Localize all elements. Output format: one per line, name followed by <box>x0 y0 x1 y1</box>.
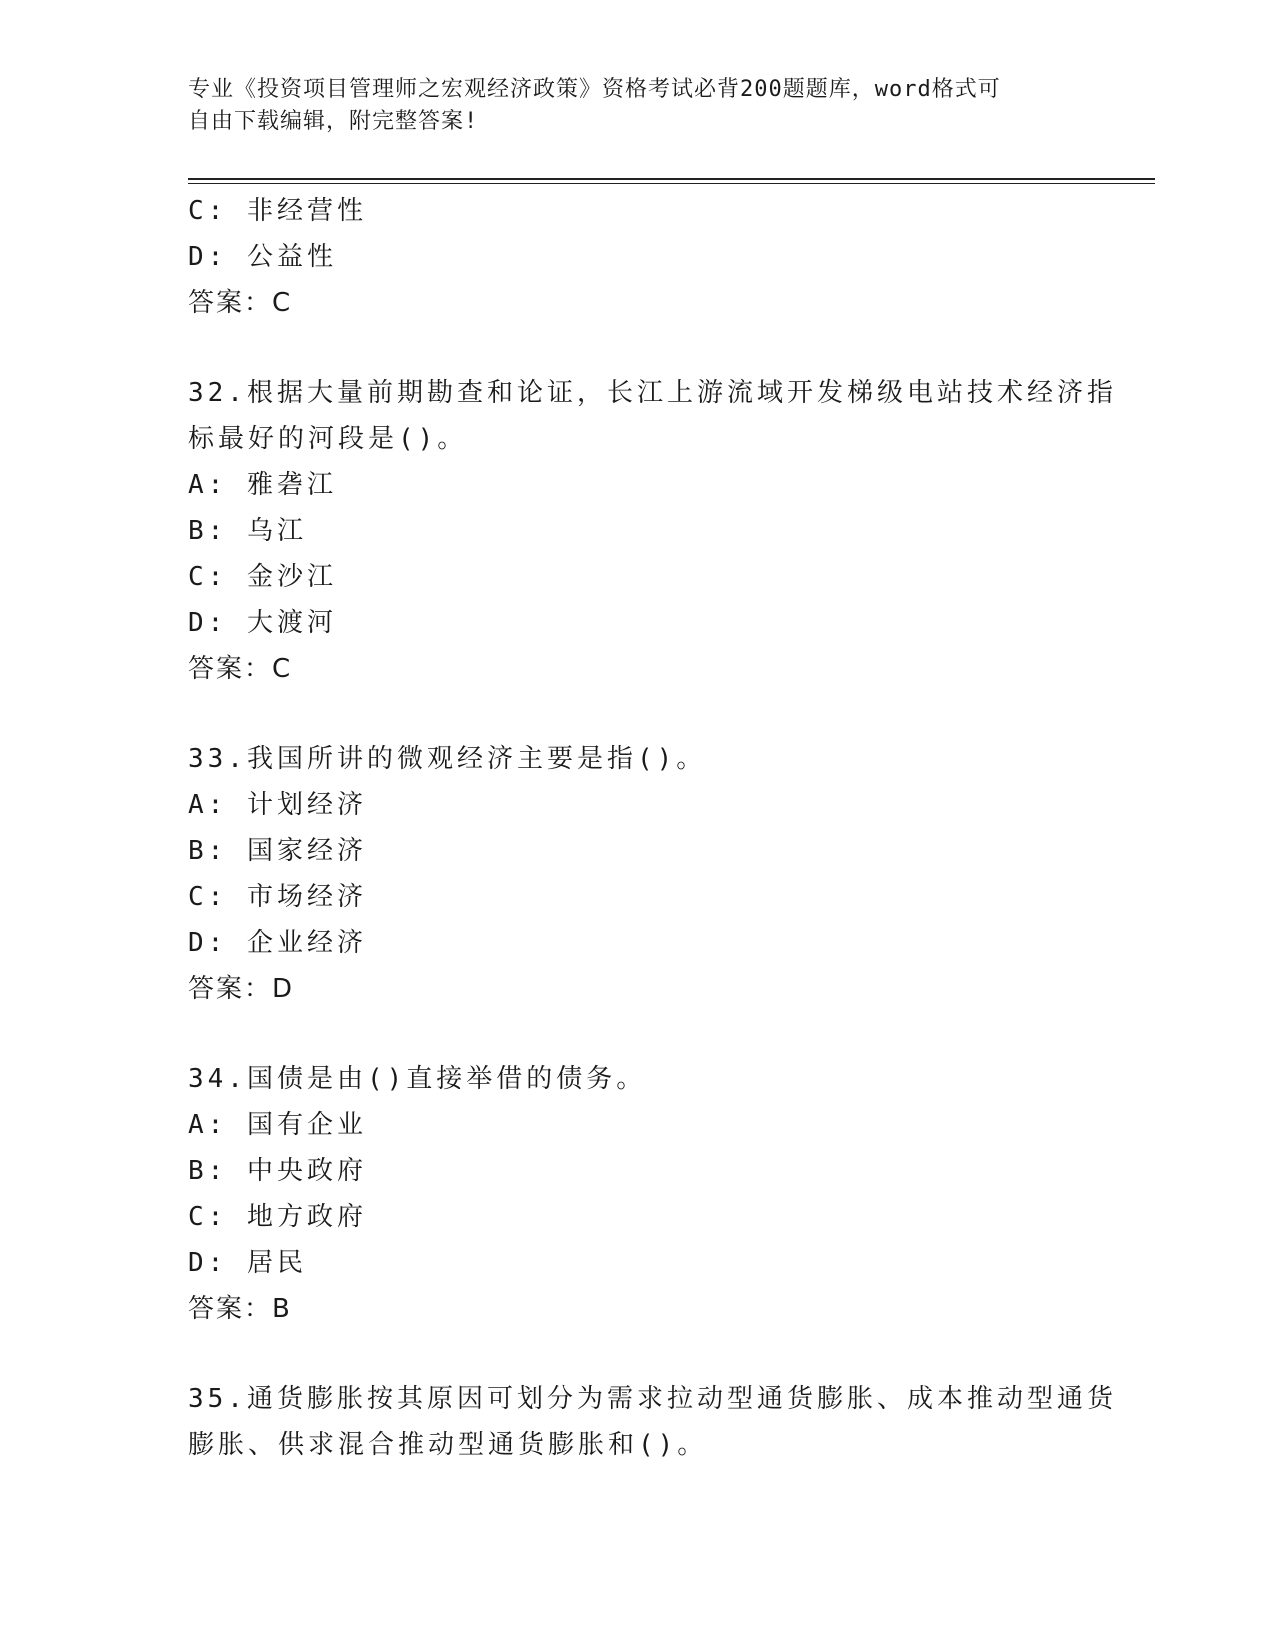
spacer <box>188 326 1088 370</box>
answer-line: 答案：C <box>188 654 293 684</box>
question-stem-line-1: 33.我国所讲的微观经济主要是指()。 <box>188 744 707 774</box>
answer-line: 答案：B <box>188 1294 292 1324</box>
question-stem-line-1: 34.国债是由()直接举借的债务。 <box>188 1064 647 1094</box>
option-c: C: 非经营性 <box>188 196 367 226</box>
question-stem-line-1: 35.通货膨胀按其原因可划分为需求拉动型通货膨胀、成本推动型通货 <box>188 1384 1117 1414</box>
option-d: D: 公益性 <box>188 242 337 272</box>
header-divider-thick <box>188 178 1155 180</box>
question-stem-line-2: 膨胀、供求混合推动型通货膨胀和()。 <box>188 1430 708 1460</box>
header-line-1: 专业《投资项目管理师之宏观经济政策》资格考试必背200题题库，word格式可 <box>188 77 1001 102</box>
question-33 <box>188 736 1088 1012</box>
option-c: C: 金沙江 <box>188 562 337 592</box>
option-d: D: 居民 <box>188 1248 307 1278</box>
question-stem-line-1: 32.根据大量前期勘查和论证，长江上游流域开发梯级电站技术经济指 <box>188 378 1117 408</box>
spacer <box>188 1012 1088 1056</box>
header-divider-thin <box>188 183 1155 184</box>
option-d: D: 大渡河 <box>188 608 337 638</box>
question-32 <box>188 370 1117 692</box>
option-a: A: 雅砻江 <box>188 470 337 500</box>
question-stem-line-2: 标最好的河段是()。 <box>188 424 468 454</box>
option-b: B: 乌江 <box>188 516 307 546</box>
question-list <box>188 188 1117 1468</box>
option-d: D: 企业经济 <box>188 928 367 958</box>
answer-line: 答案：D <box>188 974 295 1004</box>
spacer <box>188 692 1088 736</box>
option-b: B: 中央政府 <box>188 1156 367 1186</box>
header-line-2: 自由下载编辑，附完整答案! <box>188 109 479 134</box>
document-header <box>188 74 1088 138</box>
spacer <box>188 1332 1088 1376</box>
option-b: B: 国家经济 <box>188 836 367 866</box>
question-31-continuation <box>188 188 1088 326</box>
question-35 <box>188 1376 1117 1468</box>
question-34 <box>188 1056 1088 1332</box>
option-c: C: 市场经济 <box>188 882 367 912</box>
option-c: C: 地方政府 <box>188 1202 367 1232</box>
option-a: A: 国有企业 <box>188 1110 367 1140</box>
answer-line: 答案：C <box>188 288 293 318</box>
option-a: A: 计划经济 <box>188 790 367 820</box>
